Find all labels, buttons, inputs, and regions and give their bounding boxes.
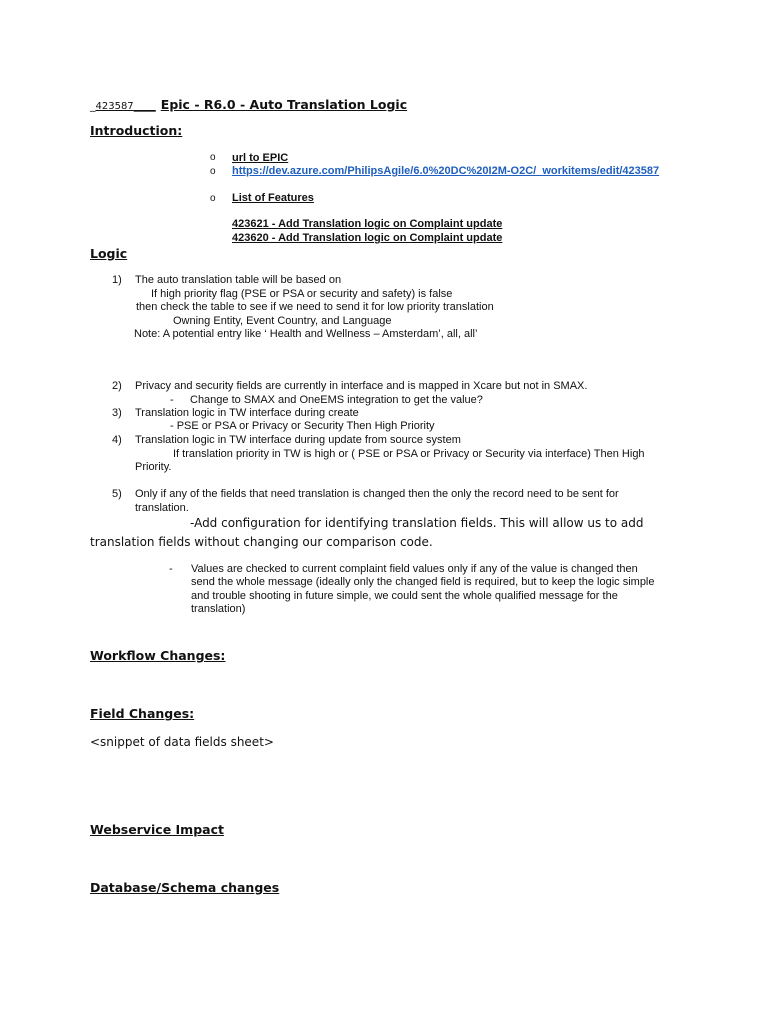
logic-heading: Logic: [90, 246, 128, 261]
values-line: Values are checked to current complaint field values only if any of the value is changed then: [191, 563, 638, 575]
document-title: [90, 94, 407, 113]
list-number: 5): [112, 488, 122, 500]
config-note-line1: -Add configuration for identifying translation fields. This will allow us to add: [190, 516, 644, 530]
intro-item-features-label: List of Features: [232, 192, 314, 204]
list-number: 3): [112, 407, 122, 419]
title-prefix: _: [90, 99, 96, 112]
title-spacer: ____: [133, 99, 156, 112]
title-id: 423587: [95, 101, 134, 112]
database-schema-heading: Database/Schema changes: [90, 880, 280, 895]
logic-item1-line2: If high priority flag (PSE or PSA or security and safety) is false: [151, 288, 453, 300]
logic-item1-line1: The auto translation table will be based on: [135, 274, 342, 286]
intro-item-url-label: url to EPIC: [232, 152, 289, 164]
feature-item: 423620 - Add Translation logic on Complaint update: [232, 232, 503, 244]
introduction-heading: Introduction:: [90, 123, 183, 138]
webservice-impact-heading: Webservice Impact: [90, 822, 224, 837]
bullet-icon: o: [210, 166, 216, 177]
workflow-changes-heading: Workflow Changes:: [90, 648, 226, 663]
values-line: send the whole message (ideally only the changed field is required, but to keep the logic simple: [191, 576, 655, 588]
logic-item4-line3: Priority.: [135, 461, 172, 473]
values-line: translation): [191, 603, 246, 615]
epic-link[interactable]: https://dev.azure.com/PhilipsAgile/6.0%20DC%20I2M-O2C/_workitems/edit/423587: [232, 165, 660, 177]
logic-item1-note: Note: A potential entry like ‘ Health and Wellness – Amsterdam’, all, all’: [134, 328, 478, 340]
list-number: 2): [112, 380, 122, 392]
dash-bullet: -: [169, 563, 173, 575]
config-note-line2: translation fields without changing our comparison code.: [90, 535, 433, 549]
list-number: 4): [112, 434, 122, 446]
bullet-icon: o: [210, 193, 216, 204]
logic-item3-line2: - PSE or PSA or Privacy or Security Then High Priority: [170, 420, 435, 432]
bullet-icon: o: [210, 152, 216, 163]
title-text: Epic - R6.0 - Auto Translation Logic: [160, 97, 408, 112]
field-changes-heading: Field Changes:: [90, 706, 195, 721]
logic-item4-line2: If translation priority in TW is high or ( PSE or PSA or Privacy or Security via interface) Then High: [173, 448, 645, 460]
snippet-placeholder: <snippet of data fields sheet>: [90, 735, 274, 749]
logic-item4-line1: Translation logic in TW interface during update from source system: [135, 434, 461, 446]
feature-item: 423621 - Add Translation logic on Complaint update: [232, 218, 503, 230]
dash-bullet: -: [170, 394, 174, 406]
values-line: and trouble shooting in future simple, we could sent the whole qualified message for the: [191, 590, 618, 602]
logic-item3-line1: Translation logic in TW interface during create: [135, 407, 359, 419]
logic-item1-line3: then check the table to see if we need to send it for low priority translation: [136, 301, 494, 313]
logic-item1-line4: Owning Entity, Event Country, and Language: [173, 315, 392, 327]
logic-item2-line1: Privacy and security fields are currently in interface and is mapped in Xcare but not in SMAX.: [135, 380, 588, 392]
list-number: 1): [112, 274, 122, 286]
logic-item5-line1: Only if any of the fields that need translation is changed then the only the record need to be sent for: [135, 488, 619, 500]
logic-item5-line2: translation.: [135, 502, 189, 514]
logic-item2-line2: Change to SMAX and OneEMS integration to get the value?: [190, 394, 483, 406]
